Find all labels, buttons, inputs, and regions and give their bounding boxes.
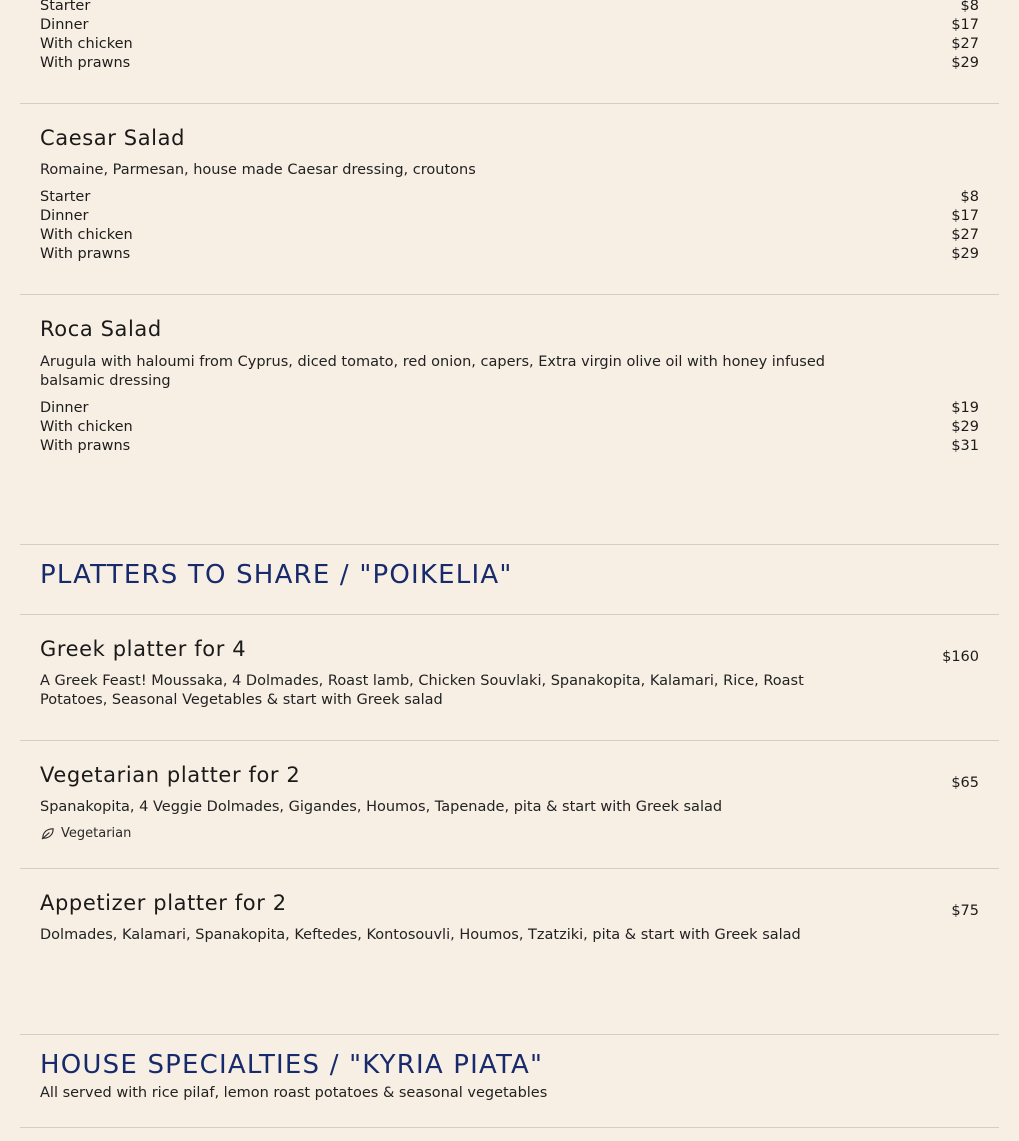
- divider: [20, 868, 999, 869]
- option-label: Starter: [40, 0, 91, 14]
- item-title: Appetizer platter for 2: [40, 891, 287, 915]
- section-description: All served with rice pilaf, lemon roast potatoes & seasonal vegetables: [40, 1085, 548, 1101]
- option-label: With chicken: [40, 36, 133, 52]
- divider: [20, 103, 999, 104]
- tag-label: Vegetarian: [61, 826, 132, 841]
- item-title: Greek platter for 4: [40, 637, 247, 661]
- divider: [20, 294, 999, 295]
- item-description: Dolmades, Kalamari, Spanakopita, Keftedes, Kontosouvli, Houmos, Tzatziki, pita & start with Greek salad: [40, 927, 801, 943]
- item-title: Vegetarian platter for 2: [40, 763, 301, 787]
- option-price: $8: [960, 0, 979, 14]
- leaf-icon: [40, 826, 55, 841]
- item-description: Romaine, Parmesan, house made Caesar dressing, croutons: [40, 162, 476, 178]
- item-description: A Greek Feast! Moussaka, 4 Dolmades, Roast lamb, Chicken Souvlaki, Spanakopita, Kalamari, Rice, Roast Potatoes, Seasonal Vegetables & start with Greek salad: [40, 673, 804, 708]
- divider: [20, 740, 999, 741]
- option-label: With chicken: [40, 227, 133, 243]
- option-price: $31: [951, 438, 979, 454]
- option-label: Starter: [40, 189, 91, 205]
- item-price: $65: [951, 775, 979, 791]
- divider: [20, 1127, 999, 1128]
- option-price: $27: [951, 227, 979, 243]
- option-price: $8: [960, 189, 979, 205]
- option-price: $17: [951, 208, 979, 224]
- item-price: $75: [951, 903, 979, 919]
- option-price: $29: [951, 419, 979, 435]
- divider: [20, 1034, 999, 1035]
- option-label: With prawns: [40, 438, 131, 454]
- option-label: Dinner: [40, 400, 89, 416]
- divider: [20, 544, 999, 545]
- item-title: Roca Salad: [40, 317, 162, 341]
- option-price: $19: [951, 400, 979, 416]
- item-description: Spanakopita, 4 Veggie Dolmades, Gigandes, Houmos, Tapenade, pita & start with Greek salad: [40, 799, 723, 815]
- option-label: With chicken: [40, 419, 133, 435]
- option-label: With prawns: [40, 55, 131, 71]
- option-label: With prawns: [40, 246, 131, 262]
- item-price: $160: [942, 649, 979, 665]
- option-label: Dinner: [40, 208, 89, 224]
- option-price: $29: [951, 55, 979, 71]
- section-title: HOUSE SPECIALTIES / "KYRIA PIATA": [40, 1050, 544, 1080]
- option-price: $29: [951, 246, 979, 262]
- option-price: $17: [951, 17, 979, 33]
- item-description: Arugula with haloumi from Cyprus, diced tomato, red onion, capers, Extra virgin olive oil with honey infused balsamic dressing: [40, 354, 825, 389]
- item-title: Caesar Salad: [40, 126, 186, 150]
- divider: [20, 614, 999, 615]
- vegetarian-tag: [40, 826, 131, 841]
- section-title: PLATTERS TO SHARE / "POIKELIA": [40, 560, 513, 590]
- option-label: Dinner: [40, 17, 89, 33]
- option-price: $27: [951, 36, 979, 52]
